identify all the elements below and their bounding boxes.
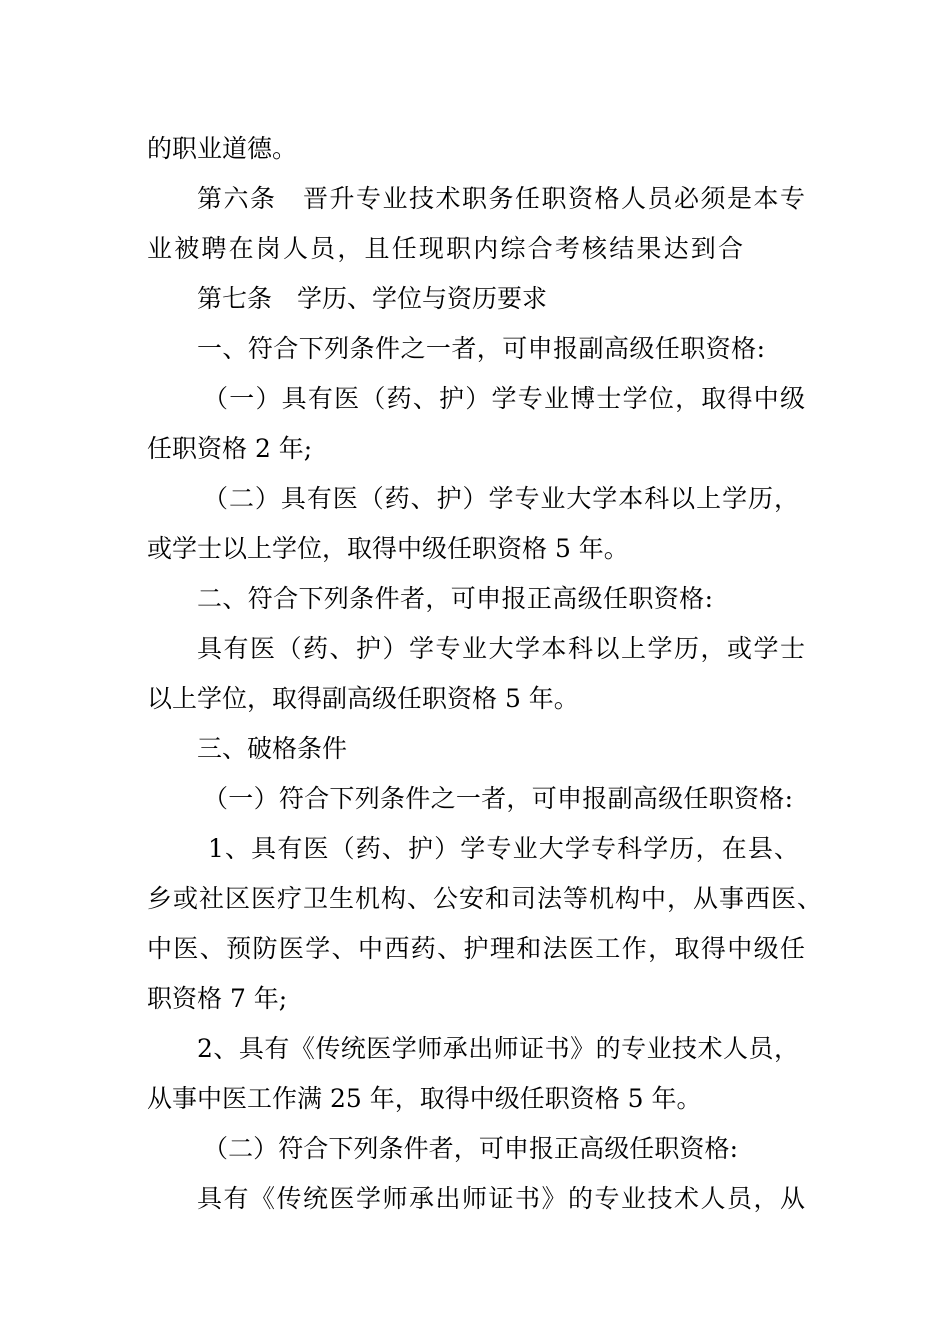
text-line: 具有《传统医学师承出师证书》的专业技术人员，从 [197,1184,805,1213]
text-line: 以上学位，取得副高级任职资格 5 年。 [147,684,579,713]
text-line: 的职业道德。 [147,134,298,163]
text-line: 业被聘在岗人员，且任现职内综合考核结果达到合 [147,234,743,263]
text-line: 职资格 7 年; [147,984,288,1013]
text-line: 乡或社区医疗卫生机构、公安和司法等机构中，从事西医、 [147,884,822,913]
text-line: 或学士以上学位，取得中级任职资格 5 年。 [147,534,629,563]
text-line: （一）符合下列条件之一者，可申报副高级任职资格: [203,784,793,813]
text-line: 中医、预防医学、中西药、护理和法医工作，取得中级任 [147,934,805,963]
text-line: 1、具有医（药、护）学专业大学专科学历，在县、 [208,834,799,863]
text-line: 一、符合下列条件之一者，可申报副高级任职资格: [197,334,765,363]
text-line: 第七条 学历、学位与资历要求 [197,284,548,313]
text-line: 任职资格 2 年; [147,434,313,463]
text-line: 三、破格条件 [197,734,348,763]
text-line: （一）具有医（药、护）学专业博士学位，取得中级 [203,384,805,413]
text-line: 第六条 晋升专业技术职务任职资格人员必须是本专 [197,184,805,213]
text-line: 具有医（药、护）学专业大学本科以上学历，或学士 [197,634,805,663]
text-line: （二）具有医（药、护）学专业大学本科以上学历， [203,484,799,513]
text-line: 2、具有《传统医学师承出师证书》的专业技术人员， [197,1034,799,1063]
text-line: （二）符合下列条件者，可申报正高级任职资格: [203,1134,738,1163]
text-line: 从事中医工作满 25 年，取得中级任职资格 5 年。 [147,1084,702,1113]
text-line: 二、符合下列条件者，可申报正高级任职资格: [197,584,713,613]
